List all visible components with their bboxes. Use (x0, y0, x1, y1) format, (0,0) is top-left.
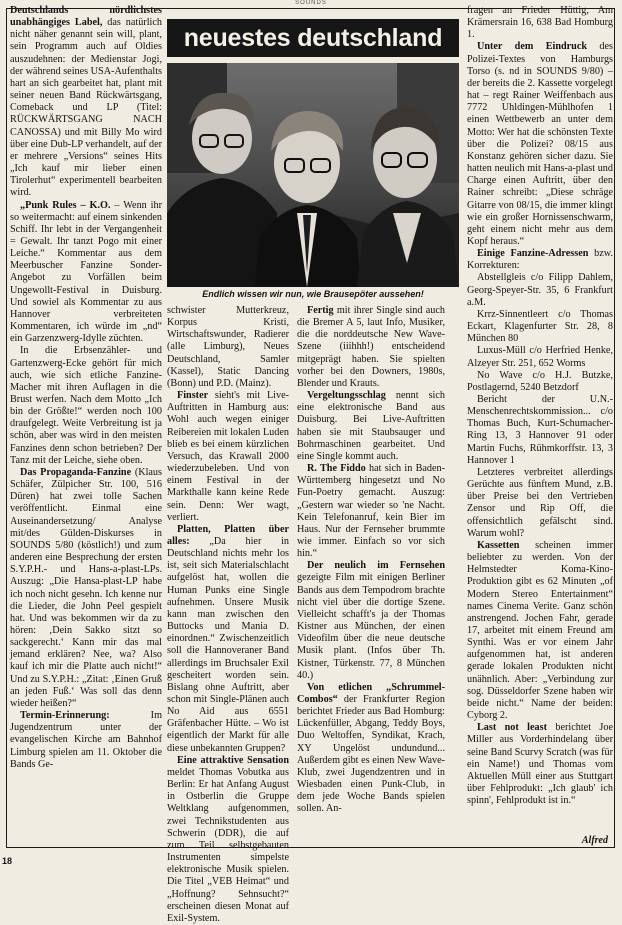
paragraph (10, 467, 162, 710)
paragraph-lead: „Punk Rules – K.O. (20, 199, 111, 211)
column-4 (467, 5, 613, 845)
paragraph-text: das natürlich nicht näher genannt sein will, plant, sein Programm auch auf Oldies auszudehnen: der Medienstar Jogi, der während seines USA-Aufenthalts hart an sich gearbeitet hat, plant mit seiner neuen Band Rückwärtsgang, Comeback und LP (Titel: RÜCKWÄRTSGANG NACH CANOSSA) und mit Billy Mo wird über eine Dub-LP verhandelt, auf der er mehrere „Versions“ seines Hits „Ich kauf mir lieber einen Tirolerhut“ experimentell bearbeiten wird. (10, 17, 162, 199)
paragraph-text: schwister Mutterkreuz, Korpus Kristi, Wirtschaftswunder, Radierer (alle Limburg), Neues Deutschland, Samler (Kassel), Static Dancing (Bonn) und P.D. (Mainz). (167, 305, 289, 389)
paragraph-text: In die Erbsenzähler- und Gartenzwerg-Ecke gehört für mich auch, wie sich etliche Fanzine-Macher mit ihren Auflagen in die Brust werfen. Nach dem Motto „Ich bin der Größte!“ werden noch 100 draufgelegt. Weite Verbreitung ist ja schön, aber was wird in den meisten Fanzines denn schon betrieben? Der Tanz mit der Leiche, siehe oben. (10, 345, 162, 466)
paragraph (467, 540, 613, 722)
paragraph-text: Luxus-Müll c/o Herfried Henke, Alzeyer Str. 251, 652 Worms (467, 345, 613, 369)
column-1 (10, 5, 162, 845)
paragraph-text: mit ihrer Single sind auch die Bremer A 5, laut Info, Musiker, die die norddeutsche New Wave-Szene (iiihhh!) entscheidend mitgeprägt haben. Sie spielten vorher bei den Downers, 1980s, Blender und Krauts. (297, 305, 445, 389)
paragraph (467, 370, 613, 394)
paragraph-text: (Klaus Schäfer, Zülpicher Str. 100, 516 Düren) hat zwei tolle Sachen veröffentlicht. Einmal eine Auseinandersetzung/ Analyse mit/des Gülden-Diskurses in SOUNDS 5/80 (köstlich!) und zum anderen eine Besprechung der ersten S.Y.P.H.- und Hans-a-plast-LPs. Auszug: „Die Hansa-plast-LP habe ich noch nicht gesehn. Ich kenne nur die Lieder, die John Peel gespielt hat. Und was bekommen wir da zu hören: ‚Dein Sakko sitzt so sackgerecht.‘ Kann mir das mal jemand erklären? Nee, wa? Also kauf ich mir die Platte auch nicht!“ Und zu S.Y.P.H.: „Zitat: ‚Einen Gruß an jeden Fuß.‘ Was soll das denn wieder heißen?“ (10, 466, 162, 709)
paragraph-lead: Eine attraktive Sensation (177, 754, 289, 766)
band-photo (167, 63, 459, 287)
paragraph-text: der Frankfurter Region berichtet Frieder aus Bad Homburg: Lückenfüller, Abgang, Teddy Boys, Duo Weltoffen, Syndikat, Krach, XY Ungelöst undundund... Außerdem gibt es einen New Wave-Klub, zwei Jugendzentren und in Wiesbaden einen Punk-Club, in dem jede Woche Bands spielen sollen. An- (297, 694, 445, 815)
paragraph-text: hat sich in Baden-Württemberg hingesetzt und No Fun-Poetry gemacht. Auszug: „Gestern war wieder so 'ne Nacht. Kein Telefonanruf, kein Bier im Haus. Nur der Fernseher brummte wie immer. Einfach so vor sich hin.“ (297, 463, 445, 560)
paragraph (297, 560, 445, 682)
paragraph-lead: Unter dem Eindruck (477, 41, 588, 53)
paragraph-text: des Polizei-Textes von Hamburgs Torso (s. nd in SOUNDS 9/80) – der bereits die 2. Kassette vorgelegt hat – regt Rainer Weiffenbach aus 7772 Uhldingen-Mühlhofen 1 einen Wettbewerb an unter dem Motto: Wer hat die schönsten Texte über die Polizei? 08/15 aus Konstanz gehören sicher dazu. Sie hatten neulich mit Hans-a-plast und Charge einen Auftritt, über den Rainer schreibt: „Diese schräge Gitarre von 08/15, die immer klingt wie ein großer Hornissenschwarm, geht einem nicht mehr aus dem Kopf heraus.“ (467, 41, 613, 247)
paragraph-text: Im Jugendzentrum unter der evangelischen Kirche am Bahnhof Limburg spielen am 11. Oktober die Bands Ge- (10, 710, 162, 770)
paragraph-lead: Deutschlands nördlichstes unabhängiges Label, (10, 5, 162, 29)
paragraph (467, 248, 613, 272)
paragraph-lead: Fertig (307, 305, 334, 316)
paragraph-text: „Da hier in Deutschland nichts mehr los ist, seit sich Materialschlacht aufgelöst hat, wollen die Human Punks eine Single aufnehmen. Unsere Musik kann man zwischen den Buttocks und Mania D. einordnen.“ Zwischenzeitlich soll die Hannoveraner Band allerdings im Bruchsaler Exil gescheitert worden sein. Bislang ohne Auftritt, aber schon mit Single-Plänen auch No Aid aus 6551 Gräfenbacher Hütte. – Wo ist eigentlich der Markt für alle diese unbekannten Gruppen? (167, 535, 289, 754)
author-signature: Alfred (581, 835, 608, 846)
paragraph-text: – Wenn ihr so weitermacht: auf einem sinkenden Schiff. Ihr lebt in der Vergangenheit = Gewalt. Ihr tanzt Pogo mit einer Leiche.“ Kommentar aus dem Meerbuscher Fanzine Sonder-Angebot zu Vorfällen beim Ungewollt-Festival in Duisburg. Und sowiel als Kommentar zu aus Hannover verbreiteten Kommentaren, ich würde im „nd“ ein Garzenzwerg-Idylle züchten. (10, 199, 162, 345)
paragraph-text: meldet Thomas Vobutka aus Berlin: Er hat Anfang August in Ostberlin die Gruppe Weltklang aufgenommen, zwei Technikstudenten aus Schwerin (DDR), die auf zum Teil selbstgebauten Instrumenten simpelste elektronische Musik spielen. Die Titel „VEB Heimat“ und „Hoffnung? Sehnsucht?“ erscheinen diesen Monat auf Exil-System. (167, 766, 289, 924)
paragraph-text: gezeigte Film mit einigen Berliner Bands aus dem Tempodrom brachte nicht viel über die dortige Szene. Vielleicht schafft's ja der Thomas Kistner aus München, der einen Videofilm über die neue deutsche Musik plant. (Infos über Th. Kistner, Türkenstr. 77, 8 München 40.) (297, 572, 445, 681)
paragraph-text: Abstellgleis c/o Filipp Dahlem, Georg-Speyer-Str. 35, 6 Frankfurt a.M. (467, 272, 613, 308)
paragraph-text: Bericht der U.N.-Menschenrechtskommission... c/o Thomas Buch, Kurt-Schumacher-Ring 13, 3 Hannover 91 oder Martin Fuchs, Rühmkorffstr. 13, 3 Hannover 1 (467, 394, 613, 466)
paragraph (10, 710, 162, 771)
band-photo-image (167, 63, 459, 287)
paragraph-lead: R. The Fiddo (307, 463, 366, 475)
page-header: SOUNDS (295, 0, 327, 6)
column-2 (167, 305, 289, 924)
page-number: 18 (2, 856, 13, 866)
paragraph-lead: Von etlichen „Schrummel-Combos“ (297, 681, 445, 705)
paragraph-text: bzw. Korrekturen: (467, 248, 614, 272)
paragraph-lead: Kassetten (477, 539, 520, 551)
paragraph-lead: Termin-Erinnerung: (20, 710, 110, 722)
paragraph (297, 390, 445, 463)
paragraph (297, 305, 445, 390)
paragraph (467, 309, 613, 345)
paragraph (467, 722, 613, 807)
paragraph-text: sieht's mit Live-Auftritten in Hamburg aus: Wohl auch wegen einiger Reibereien mit lokalen Luden blieb es bei einem kürzlichen Versuch, das Krawall 2000 wiederzubeleben. Und von einem Festival in der Markthalle kann keine Rede sein. Denn: Wer wagt, verliert. (167, 390, 289, 523)
headline: neuestes deutschland (167, 19, 459, 57)
paragraph (167, 305, 289, 390)
paragraph-text: No Wave c/o H.J. Butzke, Postlagernd, 5240 Betzdorf (467, 369, 613, 393)
paragraph-lead: Finster (177, 390, 209, 402)
paragraph (467, 345, 613, 369)
paragraph-lead: Last not least (477, 722, 547, 734)
paragraph-text: Letzteres verbreitet allerdings Gerüchte aus fünftem Mund, z.B. über Preise bei den Vertrieben Zensor und Rip Off, die offensichtlich gefälscht sind. Warum wohl? (467, 466, 613, 539)
paragraph (297, 463, 445, 560)
paragraph (167, 524, 289, 755)
paragraph-lead: Vergeltungsschlag (307, 390, 386, 402)
paragraph (10, 345, 162, 467)
paragraph (167, 755, 289, 925)
paragraph-text: fragen an Frieder Hüttig, Am Krämersrain 16, 638 Bad Homburg 1. (467, 5, 613, 41)
paragraph-lead: Platten, Platten über alles: (167, 523, 289, 547)
paragraph (467, 41, 613, 248)
paragraph-text: nennt sich eine elektronische Band aus Duisburg. Bei Live-Auftritten haben sie mit Staubsauger und Bohrmaschinen gearbeitet. Und eine Single kommt auch. (297, 390, 445, 462)
paragraph (297, 682, 445, 816)
photo-caption: Endlich wissen wir nun, wie Brausepöter aussehen! (202, 289, 424, 299)
paragraph (467, 394, 613, 467)
paragraph-text: Krrz-Sinnentleert c/o Thomas Eckart, Klagenfurter Str. 28, 8 München 80 (467, 308, 613, 345)
paragraph (467, 467, 613, 540)
paragraph (10, 200, 162, 346)
column-3 (297, 305, 445, 848)
paragraph-lead: Der neulich im Fernsehen (307, 560, 445, 572)
paragraph-text: berichtet Joe Miller aus Vorderhindelang über seine Band Scurvy Scratch (was für ein Name!) und Thomas vom Aktuellen Müll einer aus Stuttgart über Fehlprodukt: „Ich glaub' ich spinn', Fehlprodukt ist in.“ (467, 722, 614, 807)
paragraph (167, 390, 289, 524)
paragraph-lead: Einige Fanzine-Adressen (477, 248, 589, 260)
paragraph (467, 5, 613, 41)
paragraph-lead: Das Propaganda-Fanzine (20, 466, 132, 478)
paragraph-text: scheinen immer beliebter zu werden. Von der Helmstedter Koma-Kino-Produktion gibt es 62 Minuten „of Modern Stereo Entertainment“ names Cinema Verite. Ganz schön anstrengend. Jochen Fahr, gerade 17, arbeitet mit einem Freund am Synthi. Was er vor einem Jahr aufgenommen hat, ist anderen gerade lokalen Produkten nicht unähnlich. Aber: „Verbindung zur sog. Düsseldorfer Szene haben wir beide nicht.“ Name der beiden: Cyborg 2. (467, 539, 613, 722)
paragraph (10, 5, 162, 200)
paragraph (467, 272, 613, 308)
